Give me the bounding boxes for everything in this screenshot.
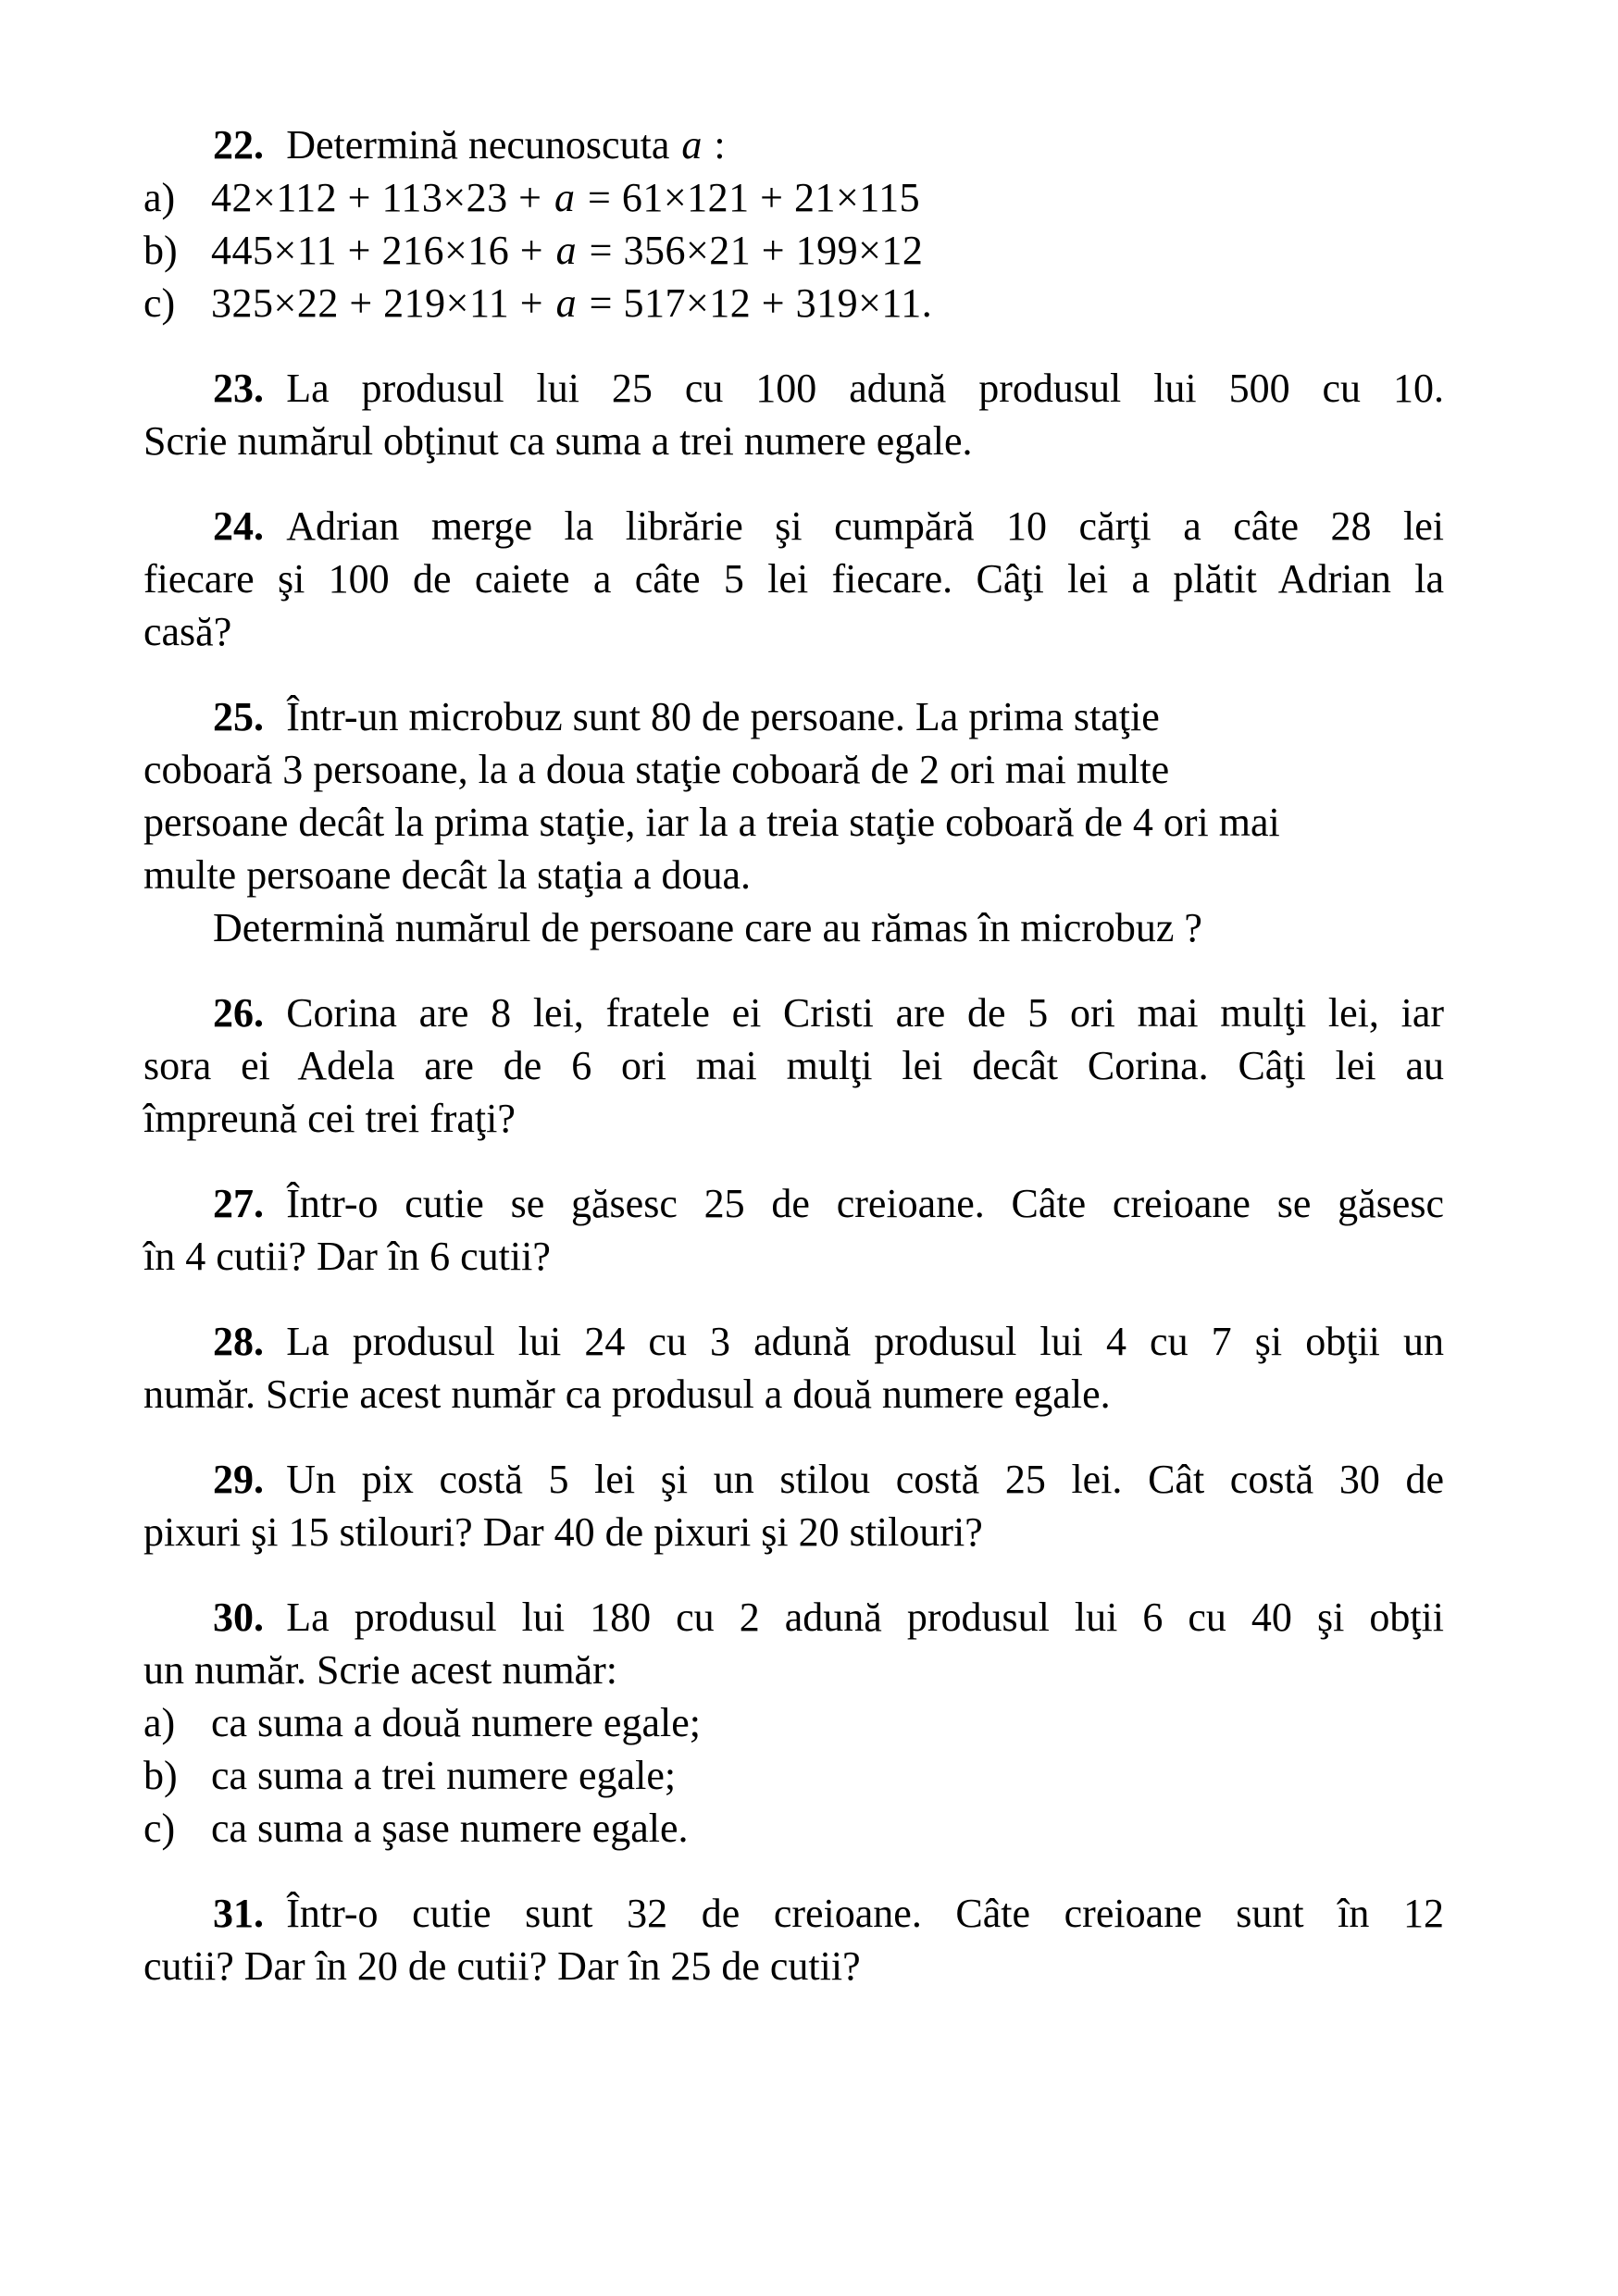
sub-item-label: c) <box>143 280 176 326</box>
problem-title-text: Determină necunoscuta <box>286 122 680 168</box>
problem-text-line <box>143 1315 1444 1368</box>
problem-text-line: fiecare şi 100 de caiete a câte 5 lei fiecare. Câţi lei a plătit Adrian la <box>143 556 1444 602</box>
unknown-var: a <box>681 122 703 168</box>
equation-expression <box>211 228 923 273</box>
problem-text-line: cutii? Dar în 20 de cutii? Dar în 25 de cutii? <box>143 1943 861 1989</box>
equation-row <box>143 171 1444 224</box>
problem-text: Un pix costă 5 lei şi un stilou costă 25 lei. Cât costă 30 de <box>286 1457 1444 1502</box>
sub-item-row <box>143 1696 1444 1749</box>
problem-29 <box>143 1453 1444 1558</box>
problem-number: 24. <box>213 503 264 549</box>
problem-text-line: Scrie numărul obţinut ca suma a trei numere egale. <box>143 418 973 464</box>
problem-number: 27. <box>213 1181 264 1226</box>
equation-expression <box>211 175 920 220</box>
equation-lhs: 445×11 + 216×16 + <box>211 228 554 273</box>
equation-row <box>143 277 1444 329</box>
problem-number: 30. <box>213 1595 264 1640</box>
sub-item-label: b) <box>143 228 178 273</box>
problem-text-line <box>143 1591 1444 1644</box>
problem-text-line <box>143 1453 1444 1506</box>
problem-28 <box>143 1315 1444 1421</box>
problem-text-line: împreună cei trei fraţi? <box>143 1096 516 1141</box>
problem-number: 29. <box>213 1457 264 1502</box>
problem-text-line <box>143 500 1444 552</box>
problem-number: 25. <box>213 694 264 739</box>
problem-24 <box>143 500 1444 658</box>
equation-row <box>143 224 1444 277</box>
problem-text: Corina are 8 lei, fratele ei Cristi are de 5 ori mai mulţi lei, iar <box>286 990 1444 1036</box>
problem-text-line: persoane decât la prima staţie, iar la a treia staţie coboară de 4 ori mai <box>143 800 1280 845</box>
problem-text-line: număr. Scrie acest număr ca produsul a două numere egale. <box>143 1371 1111 1417</box>
sub-item-row <box>143 1749 1444 1802</box>
problem-number: 31. <box>213 1891 264 1936</box>
problem-text: Într-un microbuz sunt 80 de persoane. La prima staţie <box>286 694 1160 739</box>
sub-item-label: b) <box>143 1753 178 1798</box>
problem-text-line <box>143 987 1444 1039</box>
problem-number: 28. <box>213 1319 264 1364</box>
problem-text: Într-o cutie sunt 32 de creioane. Câte creioane sunt în 12 <box>286 1891 1444 1936</box>
sub-item-label: a) <box>143 175 176 220</box>
unknown-var: a <box>555 228 578 273</box>
sub-item-label: c) <box>143 1806 176 1851</box>
problem-text: La produsul lui 24 cu 3 adună produsul lui 4 cu 7 şi obţii un <box>286 1319 1444 1364</box>
problem-22 <box>143 118 1444 329</box>
equation-rhs: = 356×21 + 199×12 <box>579 228 924 273</box>
sub-item-text: ca suma a două numere egale; <box>211 1700 701 1745</box>
problem-text-line <box>143 362 1444 415</box>
sub-item-text: ca suma a trei numere egale; <box>211 1753 677 1798</box>
equation-expression <box>211 280 932 326</box>
problem-text-line <box>143 1177 1444 1230</box>
problem-text-line <box>143 1887 1444 1940</box>
problem-text-line: multe persoane decât la staţia a doua. <box>143 852 752 898</box>
equation-rhs: = 61×121 + 21×115 <box>577 175 921 220</box>
problem-text-line: Determină numărul de persoane care au rămas în microbuz ? <box>213 905 1202 950</box>
problem-number: 23. <box>213 366 264 411</box>
problem-26 <box>143 987 1444 1145</box>
problem-number: 26. <box>213 990 264 1036</box>
problem-31 <box>143 1887 1444 1992</box>
problem-text: La produsul lui 180 cu 2 adună produsul lui 6 cu 40 şi obţii <box>286 1595 1444 1640</box>
sub-item-text: ca suma a şase numere egale. <box>211 1806 689 1851</box>
problem-25 <box>143 690 1444 954</box>
problem-text-line <box>143 690 1444 743</box>
equation-lhs: 42×112 + 113×23 + <box>211 175 553 220</box>
sub-item-row <box>143 1802 1444 1855</box>
unknown-var: a <box>554 175 576 220</box>
problem-text-line: coboară 3 persoane, la a doua staţie coboară de 2 ori mai multe <box>143 747 1170 792</box>
sub-item-label: a) <box>143 1700 176 1745</box>
problem-23 <box>143 362 1444 467</box>
problem-text-line: un număr. Scrie acest număr: <box>143 1647 617 1693</box>
problem-title-suffix: : <box>703 122 726 168</box>
problem-number: 22. <box>213 122 264 168</box>
problem-22-title <box>143 118 1444 171</box>
problem-text-line: în 4 cutii? Dar în 6 cutii? <box>143 1234 551 1279</box>
problem-text-line: pixuri şi 15 stilouri? Dar 40 de pixuri şi 20 stilouri? <box>143 1509 983 1555</box>
equation-lhs: 325×22 + 219×11 + <box>211 280 554 326</box>
problem-text: Adrian merge la librărie şi cumpără 10 cărţi a câte 28 lei <box>286 503 1444 549</box>
problem-text: Într-o cutie se găsesc 25 de creioane. Câte creioane se găsesc <box>286 1181 1444 1226</box>
problem-text: La produsul lui 25 cu 100 adună produsul lui 500 cu 10. <box>286 366 1444 411</box>
unknown-var: a <box>555 280 578 326</box>
problem-text-line: sora ei Adela are de 6 ori mai mulţi lei decât Corina. Câţi lei au <box>143 1043 1444 1088</box>
problem-27 <box>143 1177 1444 1283</box>
problem-text-line: casă? <box>143 609 232 654</box>
problem-30 <box>143 1591 1444 1855</box>
equation-rhs: = 517×12 + 319×11. <box>579 280 933 326</box>
